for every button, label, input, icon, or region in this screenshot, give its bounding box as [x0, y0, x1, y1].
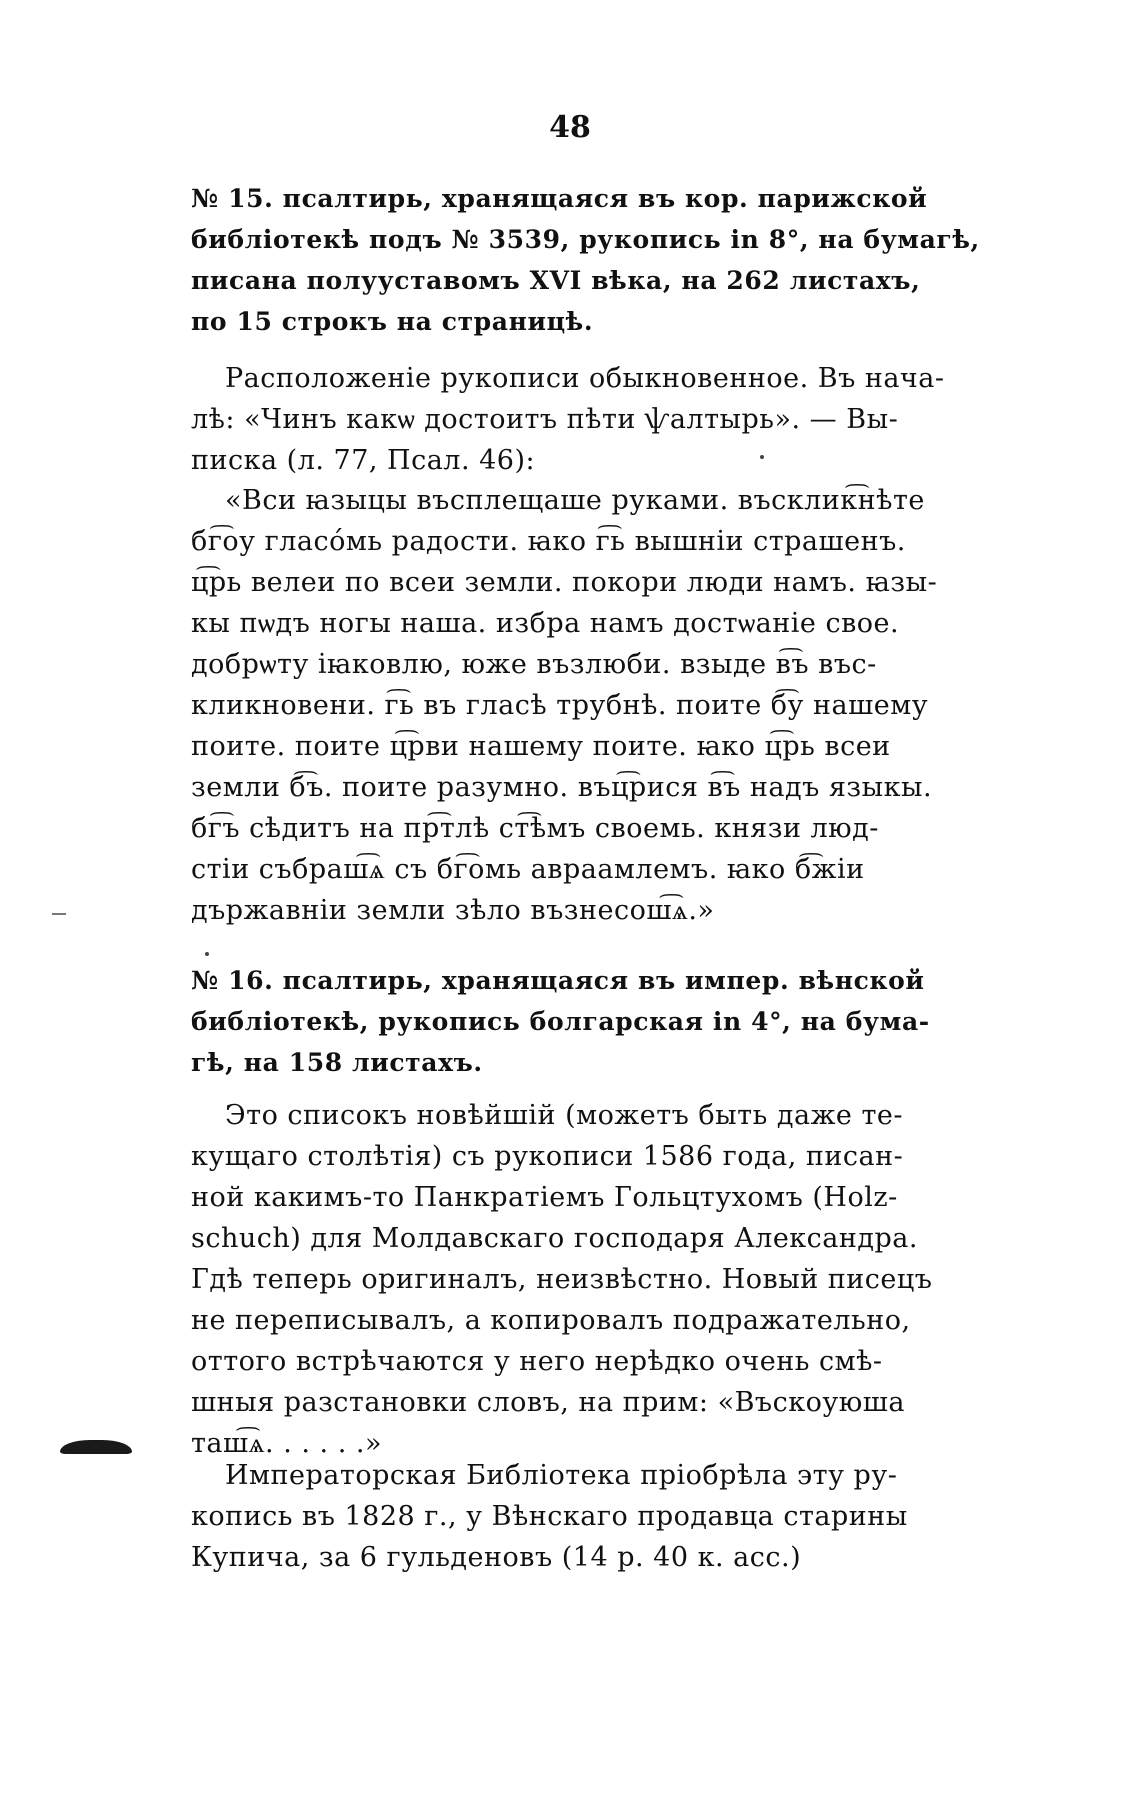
entry-16-acquisition-note — [191, 1455, 1013, 1578]
entry-15-heading-line: по 15 строкъ на страницѣ. — [191, 307, 594, 336]
quote-line: бг͡оу гласо́мь радости. ꙗко г͡ь вышніи страшенъ. — [191, 526, 906, 557]
quote-line: поите. поите ц͡рви нашему поите. ꙗко ц͡рь всеи — [191, 731, 891, 762]
entry-16-description — [191, 1095, 1013, 1464]
entry-16-text-line: шныя разстановки словъ, на прим: «Въскоуюша — [191, 1387, 905, 1418]
entry-16-heading-line: гѣ, на 158 листахъ. — [191, 1048, 483, 1077]
entry-16-heading-line: библіотекѣ, рукопись болгарская in 4°, на бума- — [191, 1007, 930, 1036]
note-line: копись въ 1828 г., у Вѣнскаго продавца старины — [191, 1501, 908, 1532]
quote-line: добрѡту іꙗковлю, юже възлюби. взыде в͡ъ въс- — [191, 649, 877, 680]
quote-line: стіи събраш͡ѧ съ бг͡омь авраамлемъ. ꙗко б͡жіи — [191, 854, 865, 885]
note-line: Купича, за 6 гульденовъ (14 р. 40 к. асс.) — [191, 1542, 802, 1573]
quote-line: «Вси ꙗзыцы въсплещаше руками. въсклик͡нѣте — [225, 485, 925, 516]
page-number: 48 — [549, 110, 591, 145]
entry-16-text-line: Это списокъ новѣйшій (можетъ быть даже те- — [225, 1100, 904, 1131]
entry-16-text-line: schuch) для Молдавскаго господаря Александра. — [191, 1223, 918, 1254]
entry-16-heading — [191, 960, 1013, 1083]
entry-15-description — [191, 358, 1013, 481]
quote-line: бг͡ъ сѣдитъ на пр͡тлѣ ст͡ѣмъ своемь. князи люд- — [191, 813, 879, 844]
entry-15-heading — [191, 178, 1013, 342]
quote-line: държавніи земли зѣло възнесош͡ѧ.» — [191, 895, 715, 926]
entry-15-heading-line: писана полууставомъ XVI вѣка, на 262 листахъ, — [191, 266, 921, 295]
margin-mark — [52, 913, 66, 915]
quote-line: кликновени. г͡ь въ гласѣ трубнѣ. поите б͡у нашему — [191, 690, 929, 721]
entry-16-heading-line: № 16. псалтирь, хранящаяся въ импер. вѣнской — [191, 966, 925, 995]
stray-dot — [760, 455, 764, 459]
entry-15-heading-line: № 15. псалтирь, хранящаяся въ кор. парижской — [191, 184, 928, 213]
entry-15-text-line: Расположеніе рукописи обыкновенное. Въ нача- — [225, 363, 945, 394]
entry-16-text-line: ной какимъ-то Панкратіемъ Гольцтухомъ (Holz- — [191, 1182, 898, 1213]
entry-16-text-line: оттого встрѣчаются у него нерѣдко очень смѣ- — [191, 1346, 883, 1377]
entry-16-text-line: кущаго столѣтія) съ рукописи 1586 года, писан- — [191, 1141, 904, 1172]
entry-15-heading-line: библіотекѣ подъ № 3539, рукопись in 8°, на бумагѣ, — [191, 225, 980, 254]
note-line: Императорская Библіотека пріобрѣла эту ру- — [225, 1460, 898, 1491]
entry-15-text-line: лѣ: «Чинъ какѡ достоитъ пѣти ѱалтырь». — Вы- — [191, 404, 899, 435]
entry-16-text-line: не переписывалъ, а копировалъ подражательно, — [191, 1305, 911, 1336]
stray-dot — [205, 952, 209, 956]
entry-15-quote — [191, 480, 1013, 931]
ink-smudge — [60, 1440, 132, 1454]
entry-16-text-line: таш͡ѧ. . . . . .» — [191, 1428, 382, 1459]
quote-line: кы пѡдъ ногы наша. избра намъ достѡаніе свое. — [191, 608, 900, 639]
entry-15-text-line: писка (л. 77, Псал. 46): — [191, 445, 536, 476]
entry-16-text-line: Гдѣ теперь оригиналъ, неизвѣстно. Новый писецъ — [191, 1264, 933, 1295]
quote-line: земли б͡ъ. поите разумно. въц͡рися в͡ъ надъ языкы. — [191, 772, 933, 803]
quote-line: ц͡рь велеи по всеи земли. покори люди намъ. ꙗзы- — [191, 567, 938, 598]
